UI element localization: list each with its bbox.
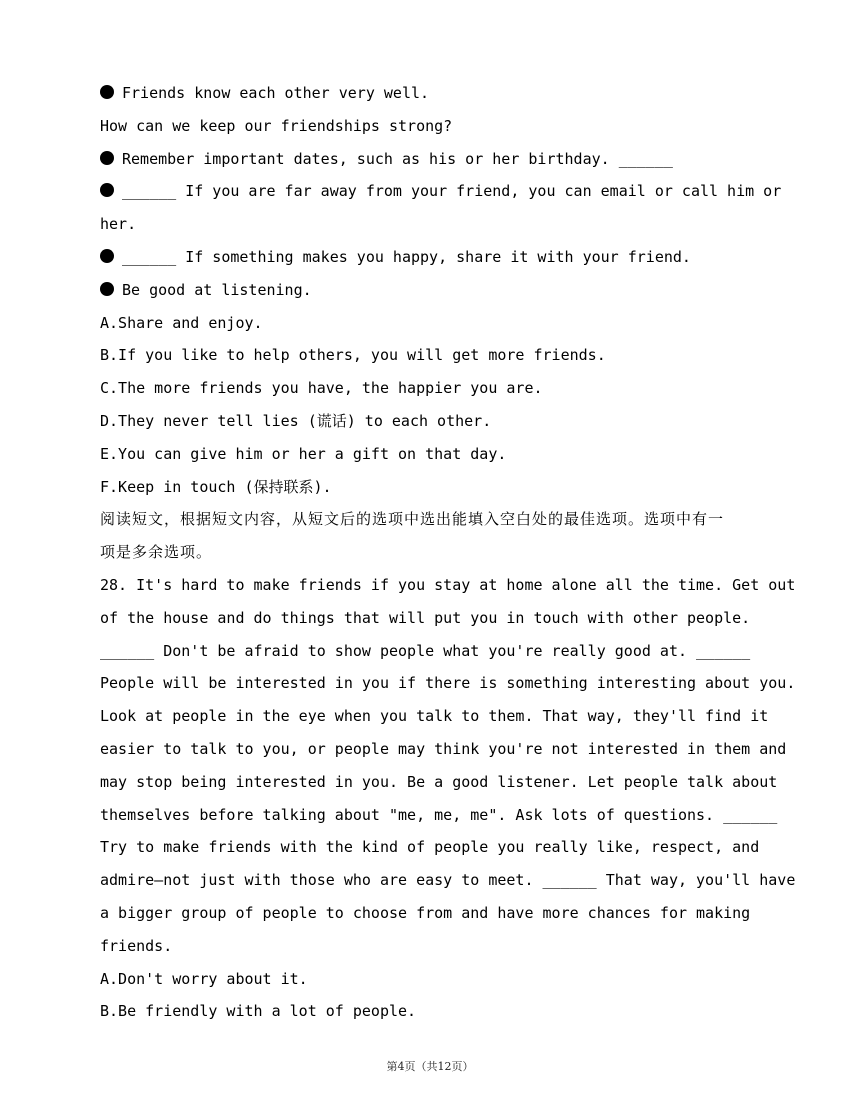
text-line <box>100 995 765 1028</box>
line-text: Be good at listening. <box>122 280 312 299</box>
bullet-line <box>100 274 765 307</box>
line-text: her. <box>100 215 137 234</box>
bullet-line <box>100 175 782 208</box>
text-line <box>100 864 796 897</box>
bullet-line <box>100 241 765 274</box>
page-footer: 第4页（共12页） <box>386 1060 474 1073</box>
text-line <box>100 733 787 766</box>
line-text: themselves before talking about "me, me, me". Ask lots of questions. ______ <box>100 805 778 824</box>
line-text: People will be interested in you if there is something interesting about you. <box>100 674 796 693</box>
text-line <box>100 471 765 504</box>
line-text: may stop being interested in you. Be a good listener. Let people talk about <box>100 772 778 791</box>
line-text: A.Don't worry about it. <box>100 969 308 988</box>
bullet-line <box>100 77 765 110</box>
line-text: E.You can give him or her a gift on that day. <box>100 444 507 463</box>
line-text: ______ If something makes you happy, share it with your friend. <box>122 247 691 266</box>
line-text: ______ If you are far away from your friend, you can email or call him or <box>122 182 782 201</box>
line-text: Try to make friends with the kind of people you really like, respect, and <box>100 838 760 857</box>
text-line <box>100 438 765 471</box>
line-text: friends. <box>100 936 173 955</box>
text-line <box>100 602 765 635</box>
text-line <box>100 339 765 372</box>
text-line <box>100 208 765 241</box>
bullet-icon <box>100 151 114 165</box>
text-line <box>100 897 765 930</box>
text-line <box>100 536 765 569</box>
line-text: 项是多余选项。 <box>100 543 213 562</box>
line-text: Remember important dates, such as his or her birthday. ______ <box>122 149 673 168</box>
line-text: 28. It's hard to make friends if you stay at home alone all the time. Get out <box>100 575 796 594</box>
bullet-icon <box>100 183 114 197</box>
text-line <box>100 799 778 832</box>
document-body <box>100 77 796 1028</box>
text-line <box>100 503 765 536</box>
text-line <box>100 635 765 668</box>
bullet-line <box>100 143 765 176</box>
line-text: C.The more friends you have, the happier you are. <box>100 379 543 398</box>
text-line <box>100 930 765 963</box>
line-text: Friends know each other very well. <box>122 84 430 102</box>
line-text: easier to talk to you, or people may think you're not interested in them and <box>100 739 787 758</box>
bullet-icon <box>100 249 114 263</box>
line-text: Look at people in the eye when you talk to them. That way, they'll find it <box>100 707 769 726</box>
line-text: D.They never tell lies (谎话) to each other. <box>100 411 492 430</box>
text-line <box>100 405 765 438</box>
line-text: admire—not just with those who are easy to meet. ______ That way, you'll have <box>100 871 796 890</box>
text-line <box>100 110 765 143</box>
text-line <box>100 963 765 996</box>
text-line <box>100 831 765 864</box>
text-line <box>100 700 769 733</box>
line-text: ______ Don't be afraid to show people what you're really good at. ______ <box>100 641 751 660</box>
line-text: How can we keep our friendships strong? <box>100 116 453 135</box>
text-line <box>100 569 796 602</box>
line-text: of the house and do things that will put you in touch with other people. <box>100 608 751 627</box>
line-text: a bigger group of people to choose from and have more chances for making <box>100 903 751 922</box>
text-line <box>100 307 765 340</box>
text-line <box>100 667 796 700</box>
line-text: B.Be friendly with a lot of people. <box>100 1002 417 1021</box>
text-line <box>100 766 778 799</box>
line-text: A.Share and enjoy. <box>100 313 263 332</box>
bullet-icon <box>100 282 114 296</box>
line-text: B.If you like to help others, you will get more friends. <box>100 346 606 365</box>
line-text: 阅读短文，根据短文内容，从短文后的选项中选出能填入空白处的最佳选项。选项中有一 <box>100 510 725 529</box>
line-text: F.Keep in touch (保持联系). <box>100 477 332 496</box>
bullet-icon <box>100 85 114 99</box>
text-line <box>100 372 765 405</box>
